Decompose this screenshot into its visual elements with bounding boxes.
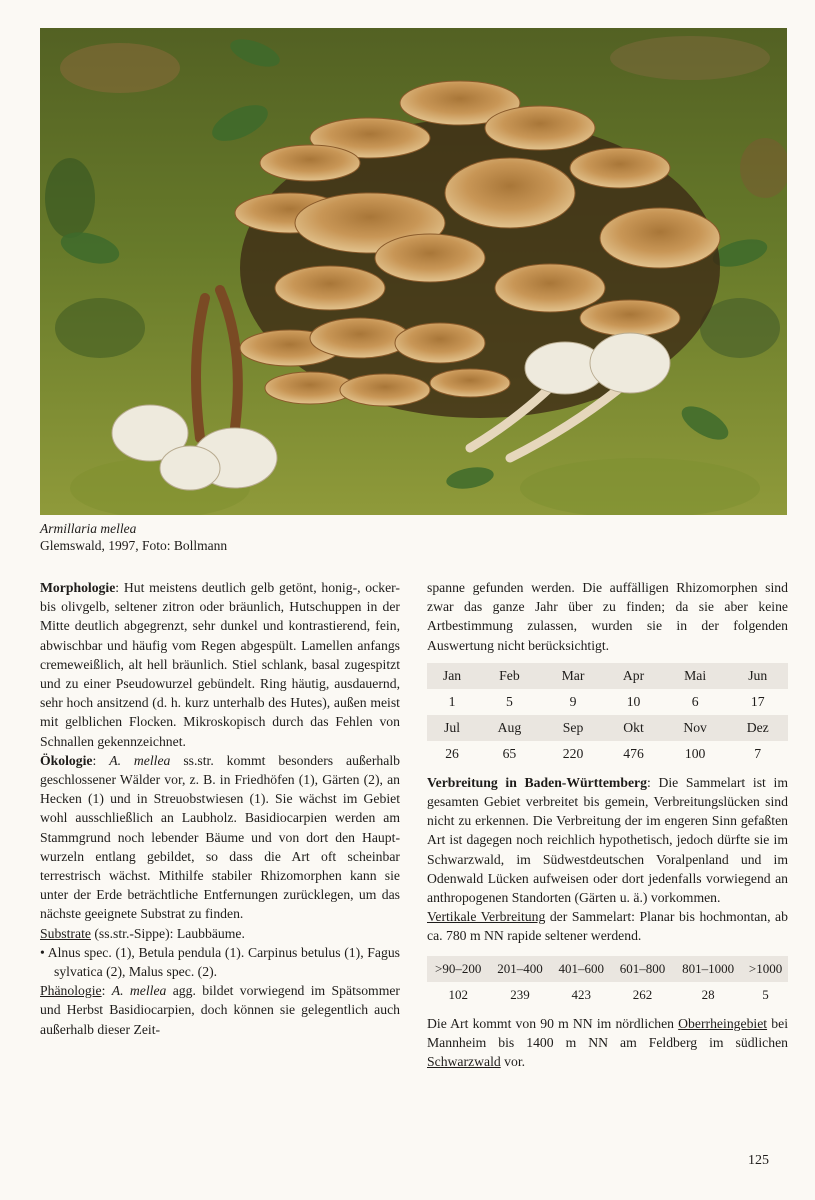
table-row-altitude [427, 956, 788, 982]
table-cell: Sep [542, 715, 605, 741]
table-cell: 102 [448, 987, 468, 1003]
heading-substrate: Substrate [40, 925, 91, 941]
table-cell: 9 [569, 694, 577, 710]
text-phaenologie: agg. bildet vorwiegend im Spätsommer und Herbst Basidiocarpien, doch können sie gelegentlich auch außerhalb dieser Zeit- [40, 983, 400, 1037]
table-cell: Okt [604, 715, 662, 741]
paragraph-verbreitung [427, 773, 788, 907]
table-cell: 476 [623, 746, 644, 762]
table-row-months-1 [427, 663, 788, 689]
table-cell: 7 [754, 746, 762, 762]
paragraph-oekologie: Ökologie: A. mellea ss.str. kommt besonders außerhalb geschlossener Wälder vor, z. B. in Friedhöfen (1), Gärten (2), an Hecken (1) und in Streuobstwiesen (1). Sie wächst im Gebiet wohl ausschließlich an Laubholz. Basidiocarpien werden am Stammgrund noch lebender Bäume und von dort den Hauptwurzeln entlang gebildet, so dass die Art oft scheinbar terrestrisch wächst. Mithilfe stabiler Rhizomorphen kann sie unter der Erde beträchtliche Entfernungen zurücklegen, um das nächste geeignete Substrat zu finden. [40, 752, 400, 922]
table-cell: >90–200 [427, 956, 489, 982]
table-cell: 1 [448, 694, 456, 710]
table-cell: 423 [571, 987, 591, 1003]
table-cell: 6 [691, 694, 699, 710]
table-cell: 801–1000 [673, 956, 743, 982]
table-cell: 65 [502, 746, 517, 762]
text-oekologie: ss.str. kommt besonders außerhalb geschlossener Wälder vor, z. B. in Friedhöfen (1), Gärten (2), an Hecken (1) und in Streuobstwiesen (1). Sie wächst im Gebiet wohl ausschließlich an Laubholz. Basidiocarpien werden am Stammgrund noch lebender Bäume und von dort den Hauptwurzeln entlang gebildet, so dass die Art oft scheinbar terrestrisch wächst. Mithilfe stabiler Rhizomorphen kann sie unter der Erde beträchtliche Entfernungen zurücklegen, um das nächste geeignete Substrat zu finden. [40, 752, 400, 922]
paragraph-morphologie [40, 578, 400, 751]
table-cell: Apr [604, 663, 662, 689]
table-cell: 100 [684, 746, 706, 762]
mushroom-photo [40, 28, 787, 515]
photo-caption [40, 520, 440, 554]
text-final-a: Die Art kommt von 90 m NN im nördlichen [427, 1015, 679, 1031]
phenology-table [427, 663, 788, 767]
paragraph-substrate [40, 924, 400, 943]
caption-species: Armillaria mellea [40, 521, 137, 536]
table-cell: Mai [663, 663, 728, 689]
species-ref-oeko: A. mellea [109, 752, 171, 768]
table-cell: Aug [477, 715, 542, 741]
table-cell: Dez [727, 715, 788, 741]
text-verbreitung: : Die Sammelart ist im gesamten Gebiet verbreitet bis gemein, Verbreitungslücken sind nicht zu erkennen. Die Verbreitung der im engeren Sinn gefaßten Art ist dagegen noch reichlich hypothetisch, jedoch dürfte sie im Schwarzwald, im Südwestdeutschen Voralpenland und im Odenwald Lücken aufweisen oder dort jedenfalls vorwiegend an anthropogenen Standorten (Gärten u. ä.) vorkommen. [427, 774, 788, 906]
table-cell: Feb [477, 663, 542, 689]
region-oberrheingebiet: Oberrheingebiet [678, 1015, 768, 1031]
table-cell: 28 [701, 987, 715, 1003]
table-cell: 5 [505, 694, 513, 710]
paragraph-phaenologie: Phänologie: A. mellea agg. bildet vorwiegend im Spätsommer und Herbst Basidiocarpien, doch können sie gelegentlich auch außerhalb dieser Zeit- [40, 983, 400, 1037]
paragraph-continuation: spanne gefunden werden. Die auffälligen Rhizomorphen sind zwar das ganze Jahr über zu finden; da sie aber keine Artbestimmung zulassen, wurden sie in der folgenden Auswertung nicht berücksichtigt. [427, 580, 788, 653]
table-cell: 239 [510, 987, 530, 1003]
table-cell: Jun [727, 663, 788, 689]
table-cell: 220 [562, 746, 584, 762]
altitude-table [427, 956, 788, 1008]
text-morphologie: : Hut meistens deutlich gelb getönt, honig-, ocker- bis olivgelb, seltener zitron oder bräunlich, Hutschuppen in der Mitte deutlich abgegrenzt, sehr dunkel und kontrastierend, fein, abwischbar und häufig vom Regen abgespült. Lamellen anfangs cremeweißlich, alt hell bräunlich. Stiel schlank, basal zugespitzt und zu einer Pseudowurzel gebündelt. Ring häutig, ausdauernd, sehr hoch ansitzend (d. h. kurz unterhalb des Hutes), außen meist mit gelblichen Flocken. Mikroskopisch durch das Fehlen von Schnallen gekennzeichnet. [40, 580, 400, 749]
species-ref-phaeno: A. mellea [111, 983, 167, 999]
table-cell: 26 [445, 746, 459, 762]
page-number: 125 [748, 1153, 769, 1168]
text-vertikale: der Sammelart: Planar bis hochmontan, ab ca. 780 m NN rapide seltener werdend. [427, 909, 788, 944]
table-row-months-2 [427, 715, 788, 741]
heading-vertikale: Vertikale Verbreitung [427, 909, 546, 925]
table-cell: 262 [632, 987, 653, 1003]
table-cell: 601–800 [612, 956, 673, 982]
table-row-altitude-counts [427, 982, 788, 1008]
table-cell: 17 [750, 694, 765, 710]
table-cell: 401–600 [551, 956, 612, 982]
heading-verbreitung: Verbreitung in Baden-Württemberg [427, 774, 647, 790]
table-cell: Mar [542, 663, 605, 689]
table-cell: Jul [427, 715, 477, 741]
table-cell: 5 [762, 987, 769, 1003]
substrate-bullet: • Alnus spec. (1), Betula pendula (1). Carpinus betulus (1), Fagus sylvatica (2), Malus spec. (2). [40, 944, 400, 980]
table-cell: 10 [626, 694, 641, 710]
text-final-b: bei Mannheim bis 1400 m NN am Feldberg im südlichen [427, 1015, 788, 1050]
table-row-counts-1 [427, 689, 788, 715]
table-cell: >1000 [743, 956, 788, 982]
left-column [40, 578, 400, 1039]
right-column [427, 578, 788, 1071]
table-cell: 201–400 [489, 956, 550, 982]
table-row-counts-2 [427, 741, 788, 767]
text-substrate: (ss.str.-Sippe): Laubbäume. [90, 925, 245, 941]
heading-phaenologie: Phänologie [40, 983, 102, 999]
region-schwarzwald: Schwarzwald [427, 1054, 501, 1070]
paragraph-vertikale [427, 907, 788, 945]
caption-credit: Glemswald, 1997, Foto: Bollmann [40, 538, 228, 553]
heading-oekologie: Ökologie [40, 752, 93, 768]
paragraph-final [427, 1014, 788, 1072]
heading-morphologie: Morphologie [40, 580, 116, 595]
table-cell: Nov [663, 715, 728, 741]
table-cell: Jan [427, 663, 477, 689]
text-final-c: vor. [500, 1054, 526, 1070]
